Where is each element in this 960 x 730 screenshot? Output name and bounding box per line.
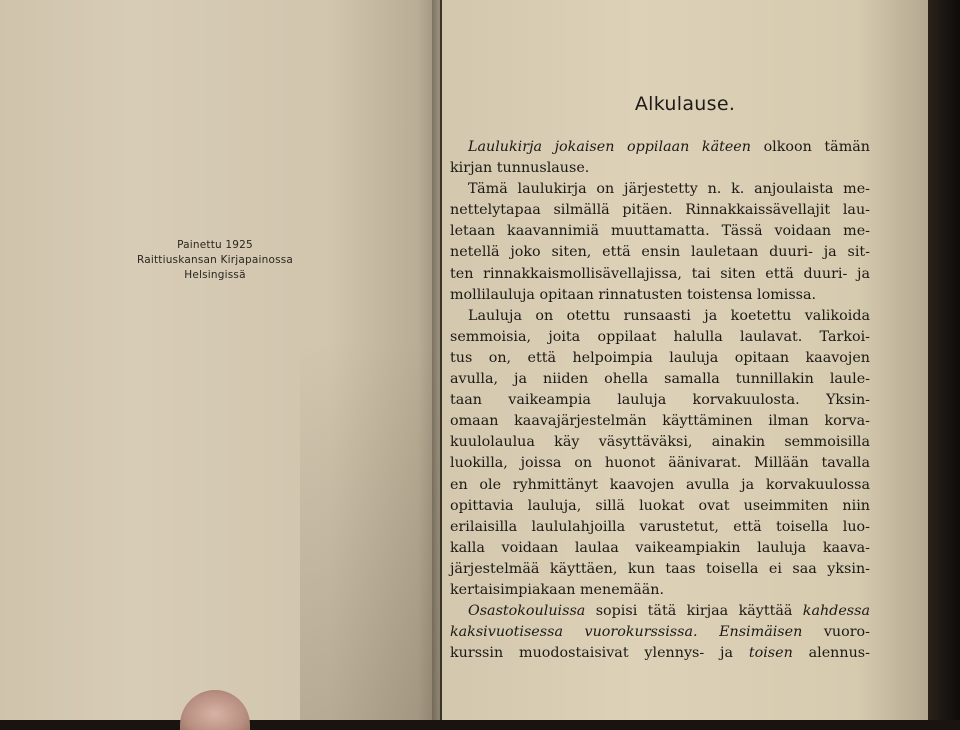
text-run: kertaisimpiakaan menemään.	[450, 581, 665, 598]
text-line	[450, 538, 870, 559]
text-run: mollilauluja opitaan rinnatusten toistensa lomissa.	[450, 286, 817, 303]
printer-imprint	[125, 238, 305, 283]
text-line	[450, 179, 870, 200]
text-line	[450, 158, 870, 179]
text-line	[450, 327, 870, 348]
text-line	[450, 580, 870, 601]
text-line	[450, 285, 870, 306]
text-run: Lauluja on otettu runsaasti ja koetettu valikoida	[468, 307, 870, 324]
text-run: netellä joko siten, että ensin lauletaan duuri- ja sit-	[450, 244, 870, 261]
text-line	[450, 643, 870, 664]
text-line	[450, 559, 870, 580]
page-title: Alkulause.	[634, 93, 736, 115]
text-line	[450, 242, 870, 263]
text-line	[450, 411, 870, 432]
italic-text: Laulukirja jokaisen oppilaan käteen	[468, 139, 751, 155]
text-run: kuulolaulua käy väsyttäväksi, ainakin semmoisilla	[450, 434, 870, 451]
text-run: avulla, ja niiden ohella samalla tunnillakin laule-	[450, 371, 870, 388]
text-run: omaan kaavajärjestelmän käyttäminen ilman korva-	[450, 413, 870, 430]
italic-text: Osastokouluissa	[468, 603, 586, 620]
text-run: erilaisilla laululahjoilla varustetut, että toisella luo-	[450, 518, 870, 535]
imprint-line: Painettu 1925	[177, 239, 253, 251]
text-run: letaan kaavannimiä muuttamatta. Tässä voidaan me-	[450, 223, 870, 240]
text-line	[450, 369, 870, 390]
imprint-line: Raittiuskansan Kirjapainossa	[136, 254, 294, 266]
text-line	[450, 601, 870, 622]
text-run: kalla voidaan laulaa vaikeampiakin lauluja kaava-	[450, 539, 870, 556]
italic-text: kaksivuotisessa vuorokurssissa.	[450, 624, 698, 641]
text-run: tus on, että helpoimpia lauluja opitaan kaavojen	[450, 349, 870, 366]
preface-text	[450, 137, 870, 664]
italic-text: Ensimäisen	[719, 624, 803, 641]
text-run: järjestelmää käyttäen, kun taas toisella ei saa yksin-	[450, 560, 870, 577]
text-run: luokilla, joissa on huonot äänivarat. Millään tavalla	[450, 455, 870, 472]
text-run: alennus-	[792, 645, 870, 662]
text-line	[450, 264, 870, 285]
text-line	[450, 348, 870, 369]
text-line	[450, 517, 870, 538]
text-run: kurssin muodostaisivat ylennys- ja	[450, 645, 749, 662]
text-line	[450, 622, 870, 643]
text-run: taan vaikeampia lauluja korvakuulosta. Yksin-	[450, 392, 870, 409]
text-run: ten rinnakkaismollisävellajissa, tai siten että duuri- ja	[450, 265, 870, 282]
text-line	[450, 496, 870, 517]
text-run: vuoro-	[802, 624, 870, 641]
text-run: Tämä laulukirja on järjestetty n. k. anjoulaista me-	[468, 181, 870, 198]
text-line	[450, 306, 870, 327]
text-run	[698, 624, 720, 640]
text-run: opittavia lauluja, sillä luokat ovat useimmiten niin	[450, 497, 870, 514]
text-line	[450, 137, 870, 158]
text-run: en ole ryhmittänyt kaavojen avulla ja korvakuulossa	[450, 476, 870, 493]
text-line	[450, 221, 870, 242]
text-line	[450, 453, 870, 474]
left-page	[0, 0, 440, 720]
text-run: kirjan tunnuslause.	[450, 160, 590, 177]
text-run: olkoon tämän	[750, 139, 870, 155]
text-line	[450, 475, 870, 496]
text-line	[450, 390, 870, 411]
text-run: sopisi tätä kirjaa käyttää	[585, 603, 803, 620]
imprint-line: Helsingissä	[184, 269, 246, 281]
text-run: nettelytapaa silmällä pitäen. Rinnakkaissävellajit lau-	[450, 202, 870, 219]
text-run: semmoisia, joita oppilaat halulla laulavat. Tarkoi-	[450, 328, 870, 345]
text-line	[450, 200, 870, 221]
italic-text: toisen	[748, 645, 793, 662]
text-line	[450, 432, 870, 453]
italic-text: kahdessa	[802, 603, 870, 620]
